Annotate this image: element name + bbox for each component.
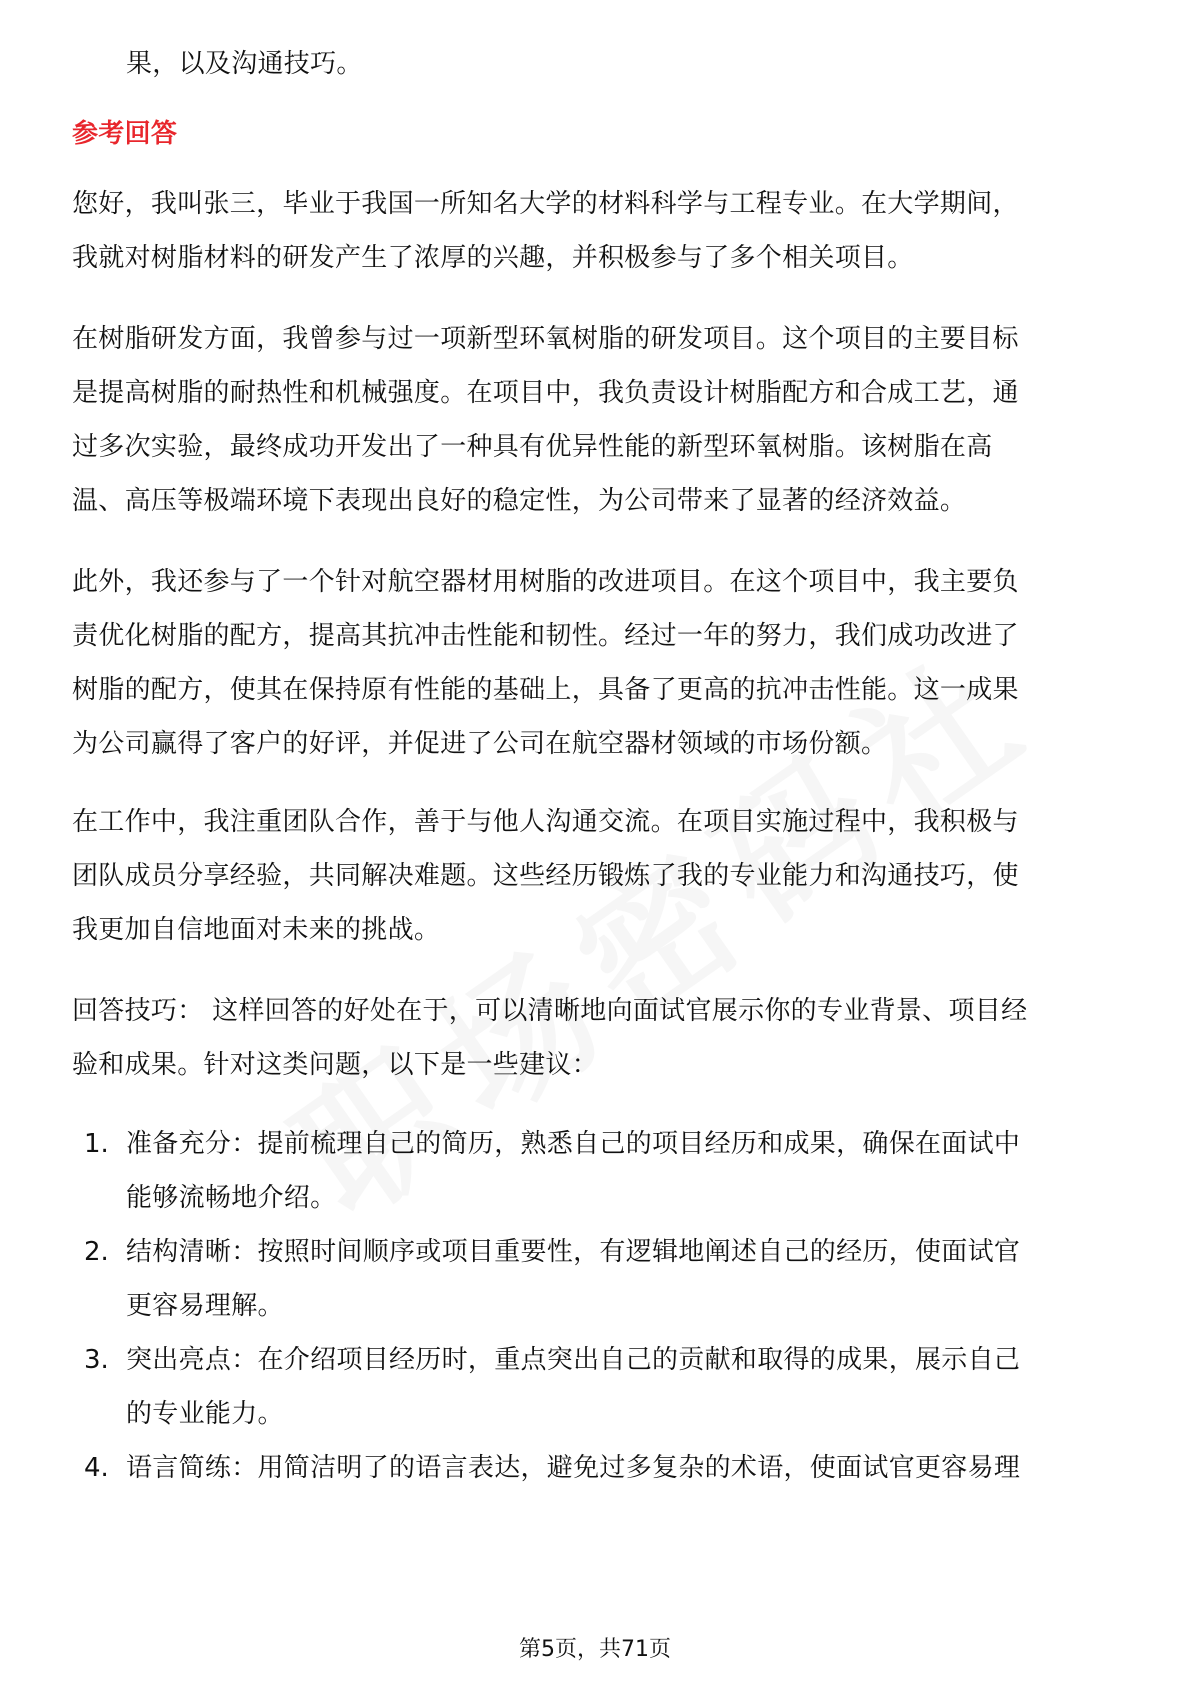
list-number: 2. <box>84 1237 109 1267</box>
list-item-line: 突出亮点：在介绍项目经历时，重点突出自己的贡献和取得的成果，展示自己 <box>126 1345 1021 1375</box>
paragraph-line: 此外，我还参与了一个针对航空器材用树脂的改进项目。在这个项目中，我主要负 <box>72 567 1019 597</box>
tips-intro-line: 回答技巧： 这样回答的好处在于，可以清晰地向面试官展示你的专业背景、项目经 <box>72 996 1028 1026</box>
paragraph-line: 我更加自信地面对未来的挑战。 <box>72 915 441 945</box>
paragraph-line: 我就对树脂材料的研发产生了浓厚的兴趣，并积极参与了多个相关项目。 <box>72 243 914 273</box>
paragraph-line: 温、高压等极端环境下表现出良好的稳定性，为公司带来了显著的经济效益。 <box>72 486 967 516</box>
paragraph-line: 为公司赢得了客户的好评，并促进了公司在航空器材领域的市场份额。 <box>72 729 888 759</box>
list-item-line: 语言简练：用简洁明了的语言表达，避免过多复杂的术语，使面试官更容易理 <box>126 1453 1021 1483</box>
list-number: 3. <box>84 1345 109 1375</box>
paragraph-line: 团队成员分享经验，共同解决难题。这些经历锻炼了我的专业能力和沟通技巧，使 <box>72 861 1019 891</box>
list-item-line: 结构清晰：按照时间顺序或项目重要性，有逻辑地阐述自己的经历，使面试官 <box>126 1237 1021 1267</box>
list-item-line: 能够流畅地介绍。 <box>126 1183 337 1213</box>
list-item-line: 准备充分：提前梳理自己的简历，熟悉自己的项目经历和成果，确保在面试中 <box>126 1129 1021 1159</box>
tips-intro-line: 验和成果。针对这类问题，以下是一些建议： <box>72 1050 599 1080</box>
paragraph-line: 过多次实验，最终成功开发出了一种具有优异性能的新型环氧树脂。该树脂在高 <box>72 432 993 462</box>
paragraph-line: 在树脂研发方面，我曾参与过一项新型环氧树脂的研发项目。这个项目的主要目标 <box>72 324 1019 354</box>
paragraph-line: 责优化树脂的配方，提高其抗冲击性能和韧性。经过一年的努力，我们成功改进了 <box>72 621 1019 651</box>
list-item-line: 的专业能力。 <box>126 1399 284 1429</box>
list-number: 4. <box>84 1453 109 1483</box>
section-heading: 参考回答 <box>72 119 178 149</box>
continuation-text: 果，以及沟通技巧。 <box>126 49 363 79</box>
page-footer: 第5页，共71页 <box>519 1637 671 1662</box>
list-item-line: 更容易理解。 <box>126 1291 284 1321</box>
paragraph-line: 是提高树脂的耐热性和机械强度。在项目中，我负责设计树脂配方和合成工艺，通 <box>72 378 1019 408</box>
list-number: 1. <box>84 1129 109 1159</box>
paragraph-line: 您好，我叫张三，毕业于我国一所知名大学的材料科学与工程专业。在大学期间， <box>72 189 1019 219</box>
paragraph-line: 在工作中，我注重团队合作，善于与他人沟通交流。在项目实施过程中，我积极与 <box>72 807 1019 837</box>
paragraph-line: 树脂的配方，使其在保持原有性能的基础上，具备了更高的抗冲击性能。这一成果 <box>72 675 1019 705</box>
